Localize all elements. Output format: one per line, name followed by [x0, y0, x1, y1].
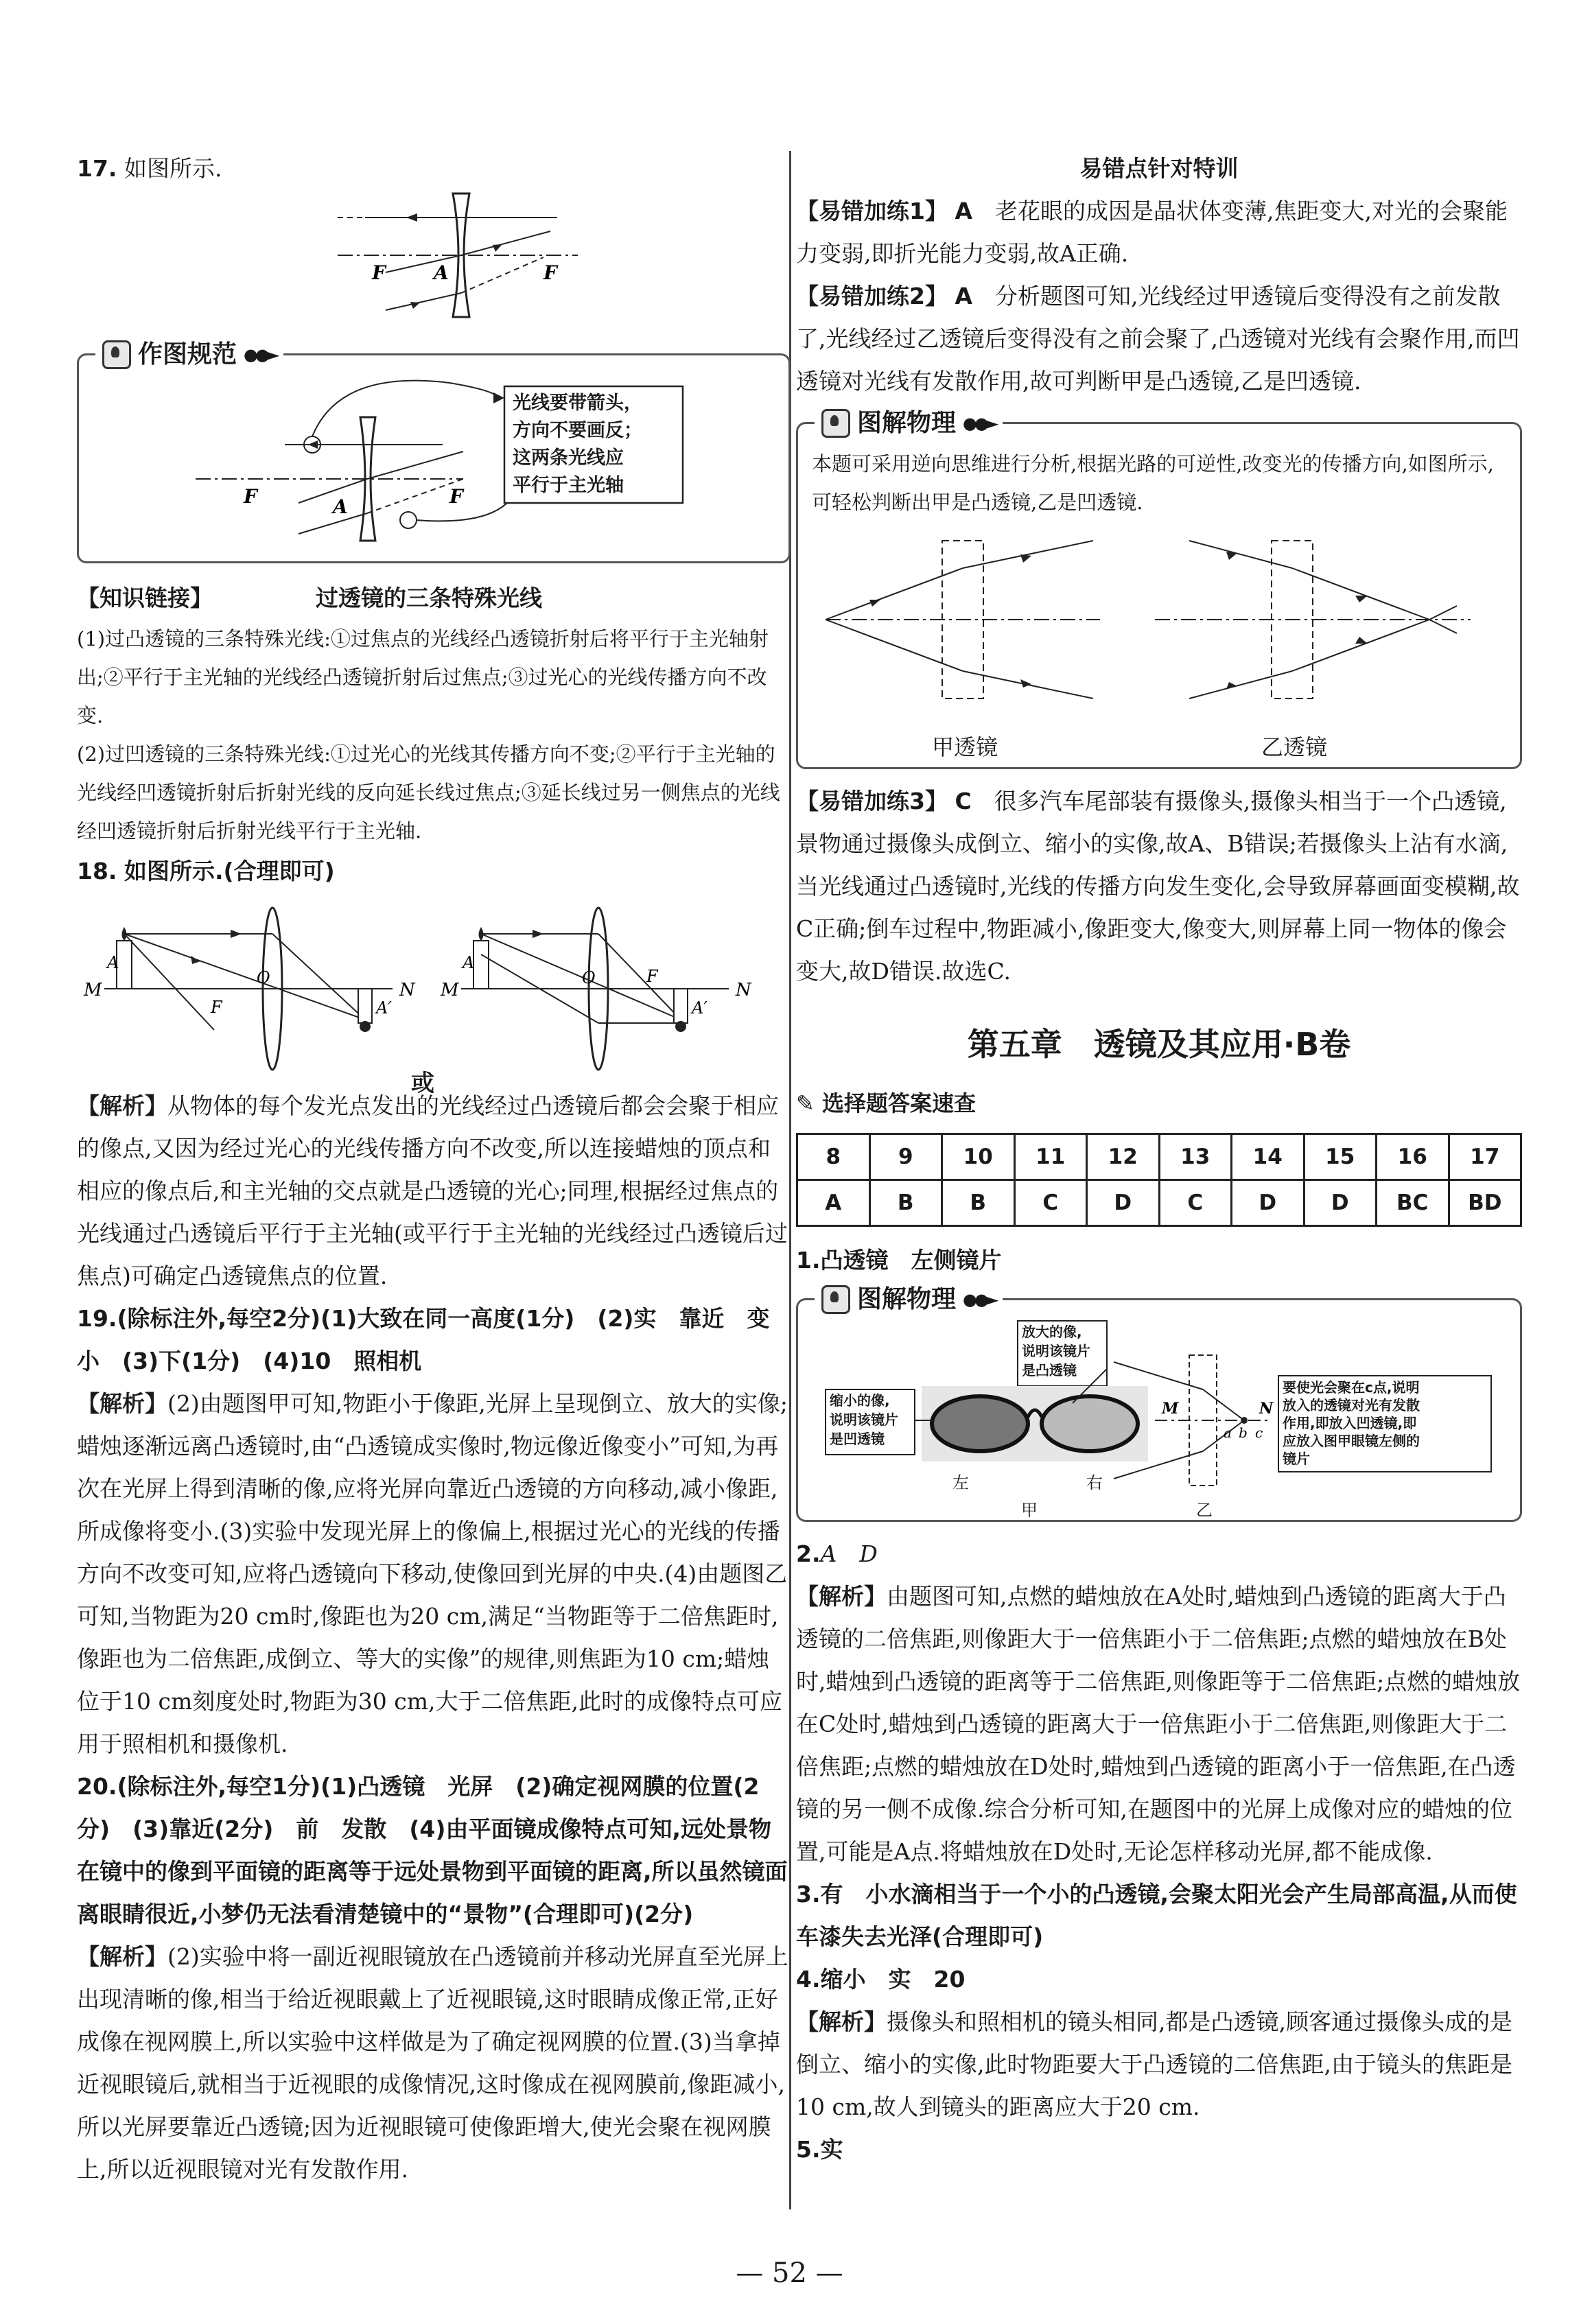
ex1: [796, 190, 1522, 275]
a5-label: 5.: [796, 2136, 821, 2163]
arrow-decor-icon: ●●►: [963, 414, 996, 433]
knowledge-link-heading: [77, 577, 791, 620]
drawing-norms-diagram: [79, 355, 786, 554]
answer-key-answers-row: [797, 1180, 1521, 1226]
answer-key-answer: B: [942, 1180, 1015, 1226]
illus2-box-right: 要使光会聚在c点,说明 放入的透镜对光有发散 作用,即放入凹透镜,即 应放入图甲眼镜左侧的 镜片: [1283, 1379, 1420, 1467]
a4-label: 4.: [796, 1966, 821, 1993]
knowledge-link-para1: (1)过凸透镜的三条特殊光线:①过焦点的光线经凸透镜折射后将平行于主光轴射出;②平行于主光轴的光线经凸透镜折射后过焦点;③过光心的光线传播方向不改变.: [77, 627, 769, 727]
q19-analysis-tag: 【解析】: [77, 1390, 167, 1417]
answer-key-number: 10: [942, 1134, 1015, 1180]
answer-key-number: 13: [1159, 1134, 1232, 1180]
pencil-icon: ✎: [796, 1090, 815, 1116]
drawing-norms-panel: [77, 340, 791, 563]
a2-analysis: [796, 1575, 1522, 1873]
a2-text: A D: [820, 1540, 878, 1567]
svg-text:O: O: [582, 968, 596, 987]
a4-analysis-tag: 【解析】: [796, 2008, 887, 2035]
svg-text:F: F: [543, 261, 557, 284]
q18-analysis: [77, 1085, 791, 1298]
illus2-right-label: 右: [1086, 1473, 1103, 1492]
svg-text:A: A: [434, 261, 449, 284]
q19-label: 19.: [77, 1305, 117, 1332]
a1: [796, 1239, 1522, 1282]
svg-text:A′: A′: [692, 998, 707, 1018]
illus2-title: 图解物理 ●●►: [815, 1282, 1003, 1317]
svg-text:F: F: [244, 485, 257, 508]
page-number: — 52 —: [736, 2257, 843, 2289]
svg-text:A: A: [333, 495, 348, 518]
svg-text:A′: A′: [376, 998, 392, 1018]
answer-key-title: ✎ 选择题答案速查: [796, 1090, 976, 1116]
answer-key-answer: A: [797, 1180, 870, 1226]
a2-analysis-tag: 【解析】: [796, 1583, 887, 1610]
svg-text:b: b: [1239, 1424, 1248, 1441]
a4-text: 缩小 实 20: [820, 1966, 966, 1993]
answer-key-answer: D: [1087, 1180, 1160, 1226]
q20: [77, 1765, 791, 1936]
svg-text:F: F: [211, 998, 222, 1017]
answer-key-answer: D: [1304, 1180, 1377, 1226]
a2: [796, 1533, 1522, 1575]
answer-key-number: 15: [1304, 1134, 1377, 1180]
lightbulb-icon: [821, 409, 850, 438]
q18-analysis-text: 从物体的每个发光点发出的光线经过凸透镜后都会会聚于相应的像点,又因为经过光心的光线传播方向不改变,所以连接蜡烛的顶点和相应的像点后,和主光轴的交点就是凸透镜的光心;同理,根据经过焦点的光线通过凸透镜后平行于主光轴(或平行于主光轴的光线经过凸透镜后过焦点)可确定凸透镜焦点的位置.: [77, 1092, 788, 1289]
svg-text:N: N: [736, 980, 751, 1000]
illus1-text: 本题可采用逆向思维进行分析,根据光路的可逆性,改变光的传播方向,如图所示,可轻松判断出甲是凸透镜,乙是凹透镜.: [812, 452, 1494, 514]
answer-key-answer: B: [869, 1180, 942, 1226]
arrow-decor-icon: ●●►: [244, 345, 277, 364]
svg-text:F: F: [646, 967, 658, 986]
illus2-box-left: 缩小的像, 说明该镜片 是凹透镜: [830, 1392, 898, 1447]
q18-or: 或: [411, 1070, 434, 1097]
q17-concave-lens-diagram: [77, 190, 791, 327]
ex3-tag: 【易错加练3】: [796, 788, 948, 814]
svg-text:M: M: [441, 980, 459, 1000]
answer-key-answer: C: [1014, 1180, 1087, 1226]
q20-label: 20.: [77, 1773, 117, 1800]
a4-analysis: [796, 2001, 1522, 2128]
a4-analysis-text: 摄像头和照相机的镜头相同,都是凸透镜,顾客通过摄像头成的是倒立、缩小的实像,此时物距要大于凸透镜的二倍焦距,由于镜头的焦距是10 cm,故人到镜头的距离应大于20 cm.: [796, 2008, 1512, 2120]
section-title: 易错点针对特训: [1079, 155, 1239, 182]
answer-key-answer: C: [1159, 1180, 1232, 1226]
answer-key-answer: BD: [1449, 1180, 1521, 1226]
svg-text:N: N: [1259, 1400, 1274, 1418]
illus1-label-a: 甲透镜: [932, 734, 998, 760]
ex3: [796, 780, 1522, 993]
ex2-text: 分析题图可知,光线经过甲透镜后变得没有之前发散了,光线经过乙透镜后变得没有之前会聚了,凸透镜对光线有会聚作用,而凹透镜对光线有发散作用,故可判断甲是凸透镜,乙是凹透镜.: [796, 283, 1520, 395]
q20-analysis-tag: 【解析】: [77, 1943, 167, 1970]
illus2-yi-label: 乙: [1196, 1501, 1213, 1520]
q19-analysis: [77, 1383, 791, 1765]
illus1-lens-diagram: [798, 527, 1519, 733]
answer-key-number: 11: [1014, 1134, 1087, 1180]
chapter-title: 第五章 透镜及其应用·B卷: [967, 1026, 1351, 1063]
a3-text: 有 小水滴相当于一个小的凸透镜,会聚太阳光会产生局部高温,从而使车漆失去光泽(合理即可): [796, 1881, 1517, 1950]
svg-text:F: F: [449, 485, 463, 508]
a5: [796, 2128, 1522, 2171]
q19-text: (除标注外,每空2分)(1)大致在同一高度(1分) (2)实 靠近 变小 (3)下(1分) (4)10 照相机: [77, 1305, 770, 1374]
answer-key-number: 12: [1087, 1134, 1160, 1180]
a1-label: 1.: [796, 1247, 821, 1273]
q18-label: 18.: [77, 858, 117, 884]
answer-key-number: 17: [1449, 1134, 1521, 1180]
svg-text:A: A: [463, 953, 475, 972]
knowledge-link-tag: 【知识链接】: [77, 585, 213, 611]
a2-analysis-text: 由题图可知,点燃的蜡烛放在A处时,蜡烛到凸透镜的距离大于凸透镜的二倍焦距,则像距大于一倍焦距小于二倍焦距;点燃的蜡烛放在B处时,蜡烛到凸透镜的距离等于二倍焦距,则像距等于二倍焦距;点燃的蜡烛放在C处时,蜡烛到凸透镜的距离大于一倍焦距小于二倍焦距,则像距大于二倍焦距;点燃的蜡烛放在D处时,蜡烛到凸透镜的距离小于一倍焦距,在凸透镜的另一侧不成像.综合分析可知,在题图中的光屏上成像对应的蜡烛的位置,可能是A点.将蜡烛放在D处时,无论怎样移动光屏,都不能成像.: [796, 1583, 1521, 1865]
q20-text: (除标注外,每空1分)(1)凸透镜 光屏 (2)确定视网膜的位置(2分) (3)靠近(2分) 前 发散 (4)由平面镜成像特点可知,远处景物在镜中的像到平面镜的距离等于远处景物到平面镜的距离,所以虽然镜面离眼睛很近,小梦仍无法看清楚镜中的“景物”(合理即可)(2分): [77, 1773, 788, 1927]
q17: [77, 148, 791, 190]
illus2-left-label: 左: [952, 1473, 969, 1492]
arrow-decor-icon: ●●►: [963, 1290, 996, 1309]
answer-key-number: 8: [797, 1134, 870, 1180]
answer-key-answer: BC: [1377, 1180, 1449, 1226]
answer-key-number: 16: [1377, 1134, 1449, 1180]
ex1-answer: A: [955, 198, 973, 224]
answer-key-table: [796, 1133, 1522, 1227]
knowledge-link-title: 过透镜的三条特殊光线: [316, 585, 542, 611]
svg-text:F: F: [372, 261, 386, 284]
ex2-answer: A: [955, 283, 973, 309]
svg-text:N: N: [399, 980, 415, 1000]
ex3-answer: C: [955, 788, 972, 814]
svg-text:A: A: [107, 953, 119, 972]
q19-analysis-text: (2)由题图甲可知,物距小于像距,光屏上呈现倒立、放大的实像;蜡烛逐渐远离凸透镜时,由“凸透镜成实像时,物远像近像变小”可知,为再次在光屏上得到清晰的像,应将光屏向靠近凸透镜的方向移动,减小像距,所成像将变小.(3)实验中发现光屏上的像偏上,根据过光心的光线的传播方向不改变可知,应将凸透镜向下移动,使像回到光屏的中央.(4)由题图乙可知,当物距为20 cm时,像距也为20 cm,满足“当物距等于二倍焦距时,像距也为二倍焦距,成倒立、等大的实像”的规律,则焦距为10 cm;蜡烛位于10 cm刻度处时,物距为30 cm,大于二倍焦距,此时的成像特点可应用于照相机和摄像机.: [77, 1390, 788, 1757]
q20-analysis: [77, 1936, 791, 2191]
illustration-panel-1: [796, 409, 1522, 769]
ex2: [796, 275, 1522, 403]
q18: [77, 850, 791, 893]
ex3-text: 很多汽车尾部装有摄像头,摄像头相当于一个凸透镜,景物通过摄像头成倒立、缩小的实像,故A、B错误;若摄像头上沾有水滴,当光线通过凸透镜时,光线的传播方向发生变化,会导致屏幕画面变模糊,故C正确;倒车过程中,物距减小,像距变大,像变大,则屏幕上同一物体的像会变大,故D错误.故选C.: [796, 788, 1520, 985]
illus1-title: 图解物理 ●●►: [815, 406, 1003, 441]
a3: [796, 1873, 1522, 1958]
a2-label: 2.: [796, 1540, 821, 1567]
ex1-text: 老花眼的成因是晶状体变薄,焦距变大,对光的会聚能力变弱,即折光能力变弱,故A正确.: [796, 198, 1508, 267]
svg-text:a: a: [1224, 1424, 1232, 1441]
q18-analysis-tag: 【解析】: [77, 1092, 167, 1119]
a4: [796, 1958, 1522, 2001]
a5-text: 实: [820, 2136, 843, 2163]
right-column: [796, 148, 1522, 2171]
knowledge-link-para2: (2)过凹透镜的三条特殊光线:①过光心的光线其传播方向不变;②平行于主光轴的光线经凹透镜折射后折射光线的反向延长线过焦点;③延长线过另一侧焦点的光线经凹透镜折射后折射光线平行于主光轴.: [77, 742, 780, 843]
ex1-tag: 【易错加练1】: [796, 198, 948, 224]
illustration-panel-2: [796, 1285, 1522, 1522]
drawing-norms-title: 作图规范 ●●►: [95, 338, 283, 372]
left-column: [77, 148, 791, 2191]
a1-text: 凸透镜 左侧镜片: [820, 1247, 1002, 1273]
q17-text: 如图所示.: [124, 155, 222, 182]
q19: [77, 1298, 791, 1383]
q18-text: 如图所示.(合理即可): [124, 858, 335, 884]
q18-convex-lens-diagram: [77, 893, 791, 1071]
drawing-norms-note: 光线要带箭头， 方向不要画反； 这两条光线应 平行于主光轴: [513, 392, 642, 496]
answer-key-number: 14: [1232, 1134, 1305, 1180]
q17-label: 17.: [77, 155, 117, 182]
ex2-tag: 【易错加练2】: [796, 283, 948, 309]
q20-analysis-text: (2)实验中将一副近视眼镜放在凸透镜前并移动光屏直至光屏上出现清晰的像,相当于给近视眼戴上了近视眼镜,这时眼睛成像正常,正好成像在视网膜上,所以实验中这样做是为了确定视网膜的位置.(3)当拿掉近视眼镜后,就相当于近视眼的成像情况,这时像成在视网膜前,像距减小,所以光屏要靠近凸透镜;因为近视眼镜可使像距增大,使光会聚在视网膜上,所以近视眼镜对光有发散作用.: [77, 1943, 788, 2183]
illus2-jia-label: 甲: [1021, 1501, 1038, 1520]
a3-label: 3.: [796, 1881, 821, 1908]
answer-key-answer: D: [1232, 1180, 1305, 1226]
svg-text:c: c: [1255, 1424, 1263, 1441]
svg-text:O: O: [257, 968, 270, 987]
illus2-box-mid: 放大的像, 说明该镜片 是凸透镜: [1022, 1324, 1090, 1378]
answer-key-numbers-row: [797, 1134, 1521, 1180]
answer-key-number: 9: [869, 1134, 942, 1180]
svg-text:M: M: [84, 980, 102, 1000]
svg-text:M: M: [1162, 1400, 1179, 1418]
illus1-label-b: 乙透镜: [1261, 734, 1328, 760]
